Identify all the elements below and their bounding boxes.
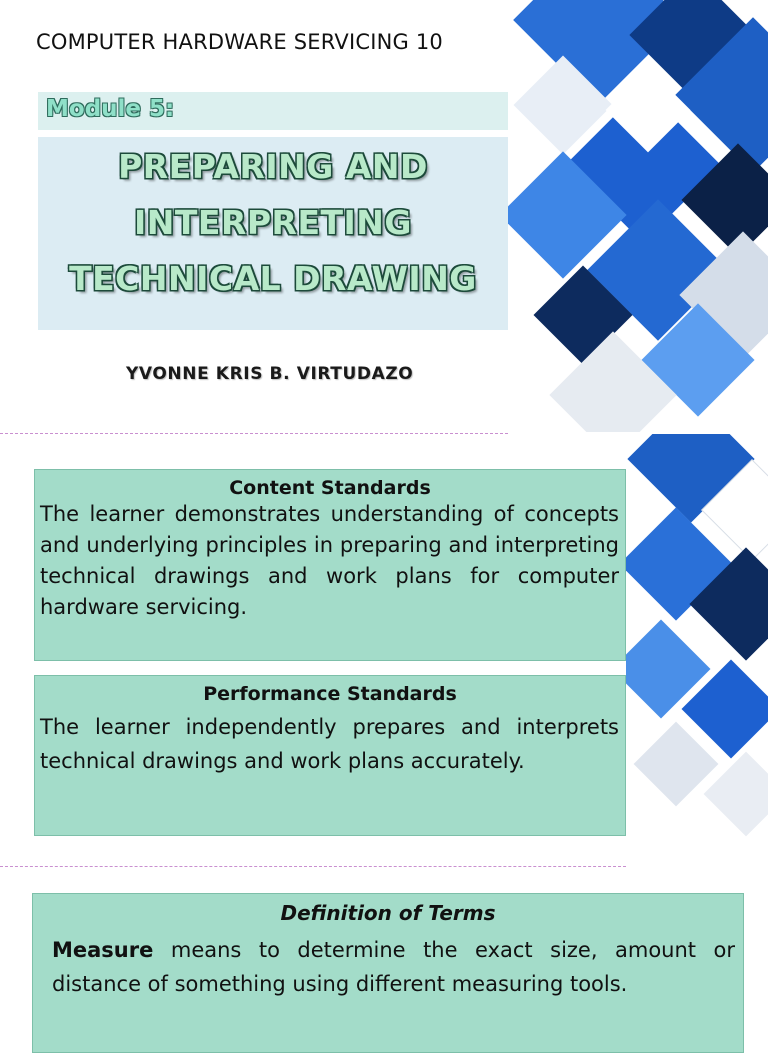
cover-cube-art	[508, 0, 768, 432]
definition-term: Measure	[52, 938, 154, 962]
content-standards-text: The learner demonstrates understanding of concepts and underlying principles in preparing and interpreting technical drawings and work plans for computer hardware servicing.	[40, 502, 619, 619]
module-title-line-3: TECHNICAL DRAWING	[69, 259, 477, 298]
performance-standards-text: The learner independently prepares and interprets technical drawings and work plans accurately.	[40, 715, 619, 773]
page-divider-2	[0, 866, 626, 867]
definition-heading: Definition of Terms	[280, 901, 496, 925]
cover-page	[0, 0, 768, 432]
module-title-panel	[38, 137, 508, 330]
page-divider	[0, 433, 508, 434]
module-title-line-1: PREPARING AND	[118, 147, 428, 186]
content-standards-box	[34, 469, 626, 661]
module-label: Module 5:	[46, 96, 175, 122]
performance-standards-box	[34, 675, 626, 836]
author-name: YVONNE KRIS B. VIRTUDAZO	[126, 364, 414, 384]
module-banner	[38, 92, 508, 130]
content-standards-heading: Content Standards	[229, 477, 431, 499]
definition-text: means to determine the exact size, amount or distance of something using different measuring tools.	[52, 938, 735, 996]
module-title-line-2: INTERPRETING	[134, 203, 412, 242]
course-title: COMPUTER HARDWARE SERVICING 10	[36, 30, 443, 54]
standards-cube-art	[626, 434, 768, 854]
performance-standards-heading: Performance Standards	[203, 683, 457, 705]
definition-of-terms-box	[32, 893, 744, 1053]
definition-paragraph	[33, 933, 743, 1001]
